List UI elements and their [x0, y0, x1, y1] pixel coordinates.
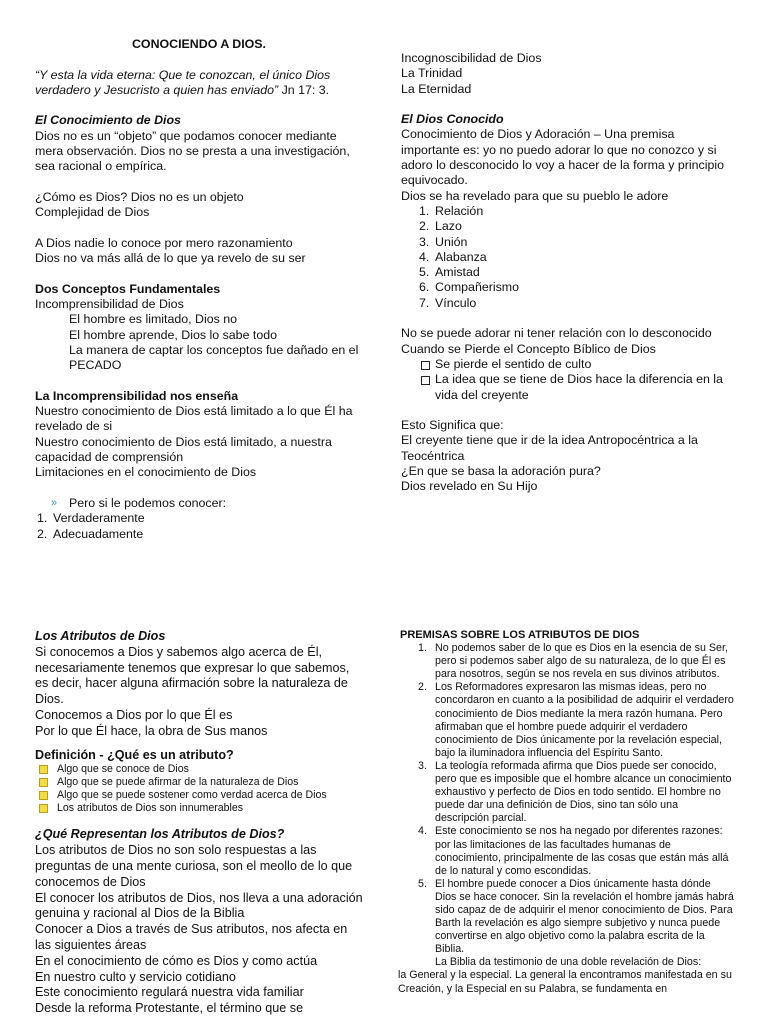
text-line: Limitaciones en el conocimiento de Dios	[35, 465, 257, 480]
numbered-list	[19, 511, 363, 542]
indented-line: El hombre es limitado, Dios no	[69, 312, 238, 327]
paragraph: Dios no es un “objeto” que podamos conocer mediante mera observación. Dios no se presta a una investigación, sea racional o empírica.	[35, 128, 350, 174]
left-bottom-column	[35, 629, 365, 1017]
section-heading-incomprensibilidad: La Incomprensibilidad nos enseña	[35, 388, 239, 403]
text-line: ¿Cómo es Dios? Dios no es un objeto	[35, 189, 244, 204]
square-bullet-icon	[421, 361, 430, 370]
list-item: 4. Este conocimiento se nos ha negado por diferentes razones: por las limitaciones de las facultades humanas de conocimiento, principalmente de las cosas que están más allá de lo natural y como escondidas.	[418, 825, 729, 877]
list-item: 7. Vínculo	[419, 295, 477, 310]
list-item: 1. No podemos saber de lo que es Dios en la esencia de su Ser, pero si podemos saber algo de su naturaleza, de lo que Él es para nosotros, según se nos revela en sus divinos atributos.	[418, 642, 728, 681]
checkbox-list	[401, 357, 731, 403]
text-line: La Trinidad	[401, 66, 463, 81]
list-item: 6. Compañerismo	[419, 280, 520, 295]
paragraph: Conocimiento de Dios y Adoración – Una premisa importante es: yo no puedo adorar lo que no conozco y si adoro lo desconocido lo voy a hacer de la forma y principio equivocado.	[401, 127, 725, 188]
yellow-square-bullet-icon	[39, 778, 48, 787]
quote-reference: Jn 17: 3.	[278, 82, 330, 97]
text-line: Dios se ha revelado para que su pueblo le adore	[401, 188, 669, 203]
arrow-list	[35, 496, 363, 511]
indented-line: La manera de captar los conceptos fue dañado en el PECADO	[69, 342, 359, 373]
section-heading-conceptos: Dos Conceptos Fundamentales	[35, 281, 221, 296]
page-title: CONOCIENDO A DIOS.	[131, 37, 266, 51]
yellow-square-bullet-icon	[39, 791, 48, 800]
text-line: A Dios nadie lo conoce por mero razonamiento	[35, 235, 293, 250]
text-line: La Eternidad	[401, 81, 472, 96]
right-bottom-column	[400, 629, 734, 996]
text-line: En nuestro culto y servicio cotidiano	[35, 969, 236, 984]
yellow-square-bullet-icon	[39, 804, 48, 813]
list-item: Los atributos de Dios son innumerables	[35, 802, 365, 815]
list-item: La idea que se tiene de Dios hace la diferencia en la vida del creyente	[401, 372, 731, 403]
square-bullet-icon	[421, 376, 430, 385]
list-item: 2. Los Reformadores expresaron las mismas ideas, pero no concordaron en cuanto a la posibilidad de adquirir el verdadero conocimiento de Dios mediante la mera razón humana. Pero afirmaban que el hombre puede adquirir el verdadero conocimiento de Dios únicamente por la revelación especial, bajo la iluminadora influencia del Espíritu Santo.	[418, 681, 734, 759]
numbered-list	[400, 642, 734, 956]
list-item: 4. Alabanza	[419, 249, 487, 264]
list-item: 5. El hombre puede conocer a Dios únicamente hasta dónde Dios se hace conocer. Sin la revelación el hombre jamás habrá sido capaz de de adquirir el menor conocimiento de Dios. Para Barth la revelación es algo siempre subjetivo y nunca puede convertirse en algo objetivo como la palabra escrita de la Biblia.	[418, 877, 734, 956]
list-item: 5. Amistad	[419, 265, 480, 280]
text-line: Por lo que Él hace, la obra de Sus manos	[35, 723, 268, 738]
text-line: Este conocimiento regulará nuestra vida familiar	[35, 985, 304, 1000]
section-heading-premisas: PREMISAS SOBRE LOS ATRIBUTOS DE DIOS	[400, 629, 640, 641]
arrow-bullet-icon: »	[51, 496, 58, 509]
text-line: Dios no va más allá de lo que ya revelo de su ser	[35, 251, 306, 266]
paragraph: El creyente tiene que ir de la idea Antropocéntrica a la Teocéntrica	[401, 433, 698, 463]
list-item: 3. Unión	[419, 234, 468, 249]
square-list	[35, 763, 365, 815]
text-line: Conocemos a Dios por lo que Él es	[35, 707, 233, 722]
text-line: Dios revelado en Su Hijo	[401, 479, 538, 494]
list-item: 2. Adecuadamente	[37, 526, 144, 541]
indented-line: La Biblia da testimonio de una doble revelación de Dios:	[435, 956, 702, 969]
paragraph: El conocer los atributos de Dios, nos lleva a una adoración genuina y racional al Dios de la Biblia	[35, 890, 363, 921]
section-heading-conocimiento: El Conocimiento de Dios	[35, 113, 181, 128]
list-item: 1. Verdaderamente	[37, 511, 145, 526]
text-line: Complejidad de Dios	[35, 205, 150, 220]
left-top-column	[35, 37, 363, 542]
list-item: 1. Relación	[419, 203, 484, 218]
paragraph: Si conocemos a Dios y sabemos algo acerca de Él, necesariamente tenemos que expresar lo que sabemos, es decir, hacer alguna afirmación sobre la naturaleza de Dios.	[35, 644, 350, 707]
indented-line: El hombre aprende, Dios lo sabe todo	[69, 327, 278, 342]
paragraph: Conocer a Dios a través de Sus atributos, nos afecta en las siguientes áreas	[35, 922, 348, 952]
list-item: 2. Lazo	[419, 219, 462, 234]
text-line: Cuando se Pierde el Concepto Bíblico de Dios	[401, 341, 656, 356]
list-item: Algo que se conoce de Dios	[35, 763, 365, 776]
numbered-list	[401, 204, 731, 311]
section-heading-dios-conocido: El Dios Conocido	[401, 112, 504, 127]
section-heading-atributos: Los Atributos de Dios	[35, 629, 166, 643]
text-line: Incognoscibilidad de Dios	[401, 51, 542, 65]
list-item: 3. La teología reformada afirma que Dios puede ser conocido, pero que es imposible que el hombre alcance un conocimiento exhaustivo y perfecto de Dios en todo sentido. El hombre no puede dar una definición de Dios, sino tan sólo una descripción parcial.	[418, 759, 732, 825]
list-item: » Pero si le podemos conocer:	[51, 495, 227, 510]
list-item: Se pierde el sentido de culto	[401, 357, 731, 372]
text-line: Incomprensibilidad de Dios	[35, 297, 184, 312]
yellow-square-bullet-icon	[39, 765, 48, 774]
text-line: En el conocimiento de cómo es Dios y como actúa	[35, 953, 318, 968]
paragraph: Los atributos de Dios no son solo respuestas a las preguntas de una mente curiosa, son el meollo de lo que conocemos de Dios	[35, 843, 353, 889]
text-line: Nuestro conocimiento de Dios está limitado, a nuestra capacidad de comprensión	[35, 434, 332, 465]
quote-text: “Y esta la vida eterna: Que te conozcan, el único Dios verdadero y Jesucristo a quien has enviado”	[35, 67, 331, 97]
opening-quote	[35, 68, 363, 99]
definition-heading: Definición - ¿Qué es un atributo?	[35, 747, 234, 762]
list-item: Algo que se puede afirmar de la naturaleza de Dios	[35, 776, 365, 789]
text-line: Esto Significa que:	[401, 418, 504, 433]
paragraph: la General y la especial. La general la encontramos manifestada en su Creación, y la Especial en su Palabra, se fundamenta en	[398, 969, 732, 995]
right-top-column	[401, 51, 731, 495]
text-line: Desde la reforma Protestante, el término que se	[35, 1001, 304, 1016]
list-item: Algo que se puede sostener como verdad acerca de Dios	[35, 789, 365, 802]
paragraph: No se puede adorar ni tener relación con lo desconocido	[401, 326, 712, 341]
section-heading-representan: ¿Qué Representan los Atributos de Dios?	[35, 827, 285, 842]
text-line: Nuestro conocimiento de Dios está limitado a lo que Él ha revelado de si	[35, 404, 353, 434]
text-line: ¿En que se basa la adoración pura?	[401, 464, 601, 479]
